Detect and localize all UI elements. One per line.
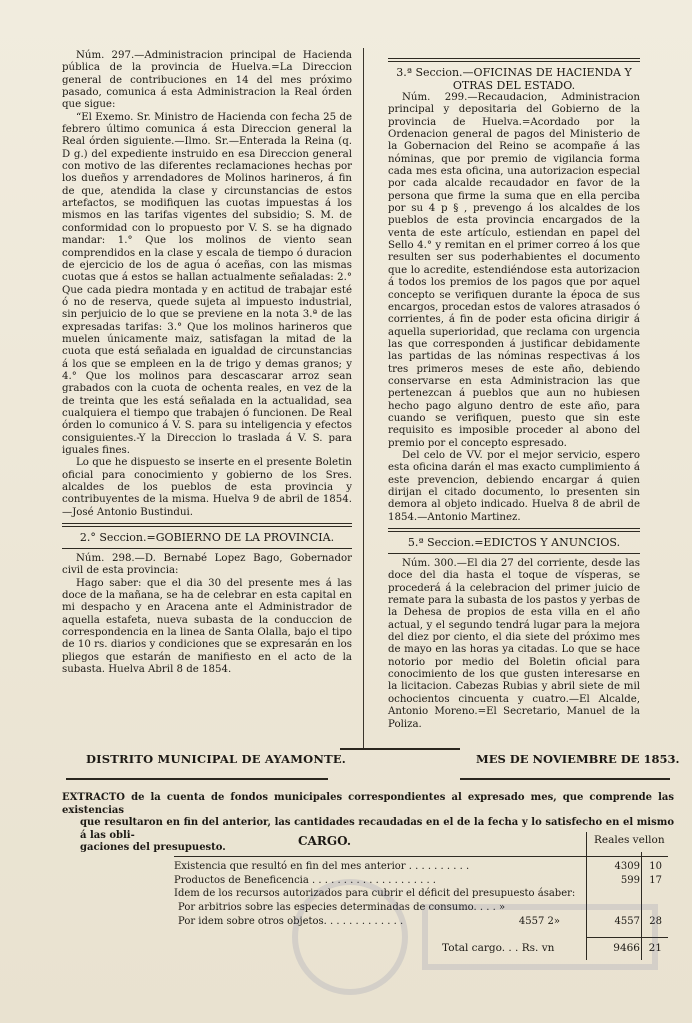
notice-300-body: Núm. 300.—El dia 27 del corriente, desde las doce del dia hasta el toque de vísperas, se procederá á la celebracion del primer juicio de remate para la subasta de los pastos y yerbas de la Dehesa de propios de esta villa en el año actual, y el segundo tendrá lugar para la mejora del diez por ciento, el dia siete del próximo mes de mayo en las horas ya citadas. Lo que se hace notorio por medio del Boletin oficial para conocimiento de los que gusten interesarse en la licitacion. Cabezas Rubias y abril siete de mil ochocientos cincuenta y cuatro.—El Alcalde, Antonio Moreno.=El Secretario, Manuel de la Poliza. bbox=[388, 558, 640, 730]
watermark-seal-icon bbox=[290, 852, 670, 1022]
ledger-cents: 17 bbox=[649, 874, 662, 886]
section-divider bbox=[388, 528, 640, 532]
column-divider bbox=[363, 48, 364, 748]
right-column bbox=[388, 58, 640, 731]
ledger-concept: Existencia que resultó en fin del mes anterior . . . . . . . . . . bbox=[174, 861, 470, 872]
ledger-cents: 10 bbox=[649, 861, 662, 872]
left-column bbox=[62, 50, 352, 677]
notice-298-body: Hago saber: que el dia 30 del presente mes á las doce de la mañana, se ha de celebrar en esta capital en mi despacho y en Aracena ante el Administrador de aquella estafeta, nueva subasta de la conduccion de correspondencia en la linea de Santa Olalla, bajo el tipo de 10 rs. diarios y condiciones que se expresarán en los pliegos que estarán de manifiesto en el acto de la subasta. Huelva Abril 8 de 1854. bbox=[62, 577, 352, 676]
ledger-concept: Por idem sobre otros objetos. . . . . . . . . . . . . bbox=[178, 915, 404, 927]
ledger-subamount: 4557 2» bbox=[518, 915, 560, 927]
notice-298-header: Núm. 298.—D. Bernabé Lopez Bago, Gobernador civil de esta provincia: bbox=[62, 553, 352, 577]
ledger-amount: 599 bbox=[620, 874, 640, 886]
header-rule bbox=[340, 748, 460, 750]
section-divider bbox=[62, 523, 352, 527]
section-5-heading: 5.ª Seccion.=EDICTOS Y ANUNCIOS. bbox=[407, 536, 621, 550]
notice-297-closing: Lo que he dispuesto se inserte en el presente Boletin oficial para conocimiento y gobierno de los Sres. alcaldes de los pueblos de esta provincia y contribuyentes de la misma. Huelva 9 de abril de 1854.—José Antonio Bustindui. bbox=[62, 457, 352, 518]
section-divider bbox=[388, 58, 640, 62]
ledger-concept: Por arbitrios sobre las especies determinadas de consumo. . . . » bbox=[178, 902, 506, 914]
ledger-cents: 28 bbox=[649, 915, 662, 927]
section-divider bbox=[62, 548, 352, 549]
ledger-amount: 4309 bbox=[614, 861, 640, 872]
section-2-heading: 2.° Seccion.=GOBIERNO DE LA PROVINCIA. bbox=[79, 531, 335, 545]
total-amount: 9466 bbox=[613, 942, 640, 954]
notice-297-body: “El Exemo. Sr. Ministro de Hacienda con fecha 25 de febrero último comunica á esta Direccion general la Real órden siguiente.—Ilmo. Sr.—Enterada la Reina (q. D g.) del expediente instruido en esa Direccion general con motivo de las diferentes reclamaciones hechas por los dueños y arrendadores de Molinos harineros, á fin de que, atendida la clase y circunstancias de estos artefactos, se modifiquen las cuotas impuestas á los mismos en las tarifas vigentes del subsidio; S. M. de conformidad con lo propuesto por V. S. se ha dignado mandar: 1.° Que los molinos de viento sean comprendidos en la clase y escala de tiempo ó duracion de ejercicio de los de agua ó aceñas, con las mismas cuotas que á estos se hallan actualmente señaladas: 2.° Que cada piedra montada y en actitud de trabajar esté ó no de reserva, quede sujeta al impuesto industrial, sin perjuicio de lo que se previene en la nota 3.ª de las expresadas tarifas: 3.° Que los molinos harineros que muelen únicamente maiz, satisfagan la mitad de la cuota que está señalada en igualdad de circunstancias á los que se empleen en la de trigo y demas granos; y 4.° Que los molinos para descascarar arroz sean grabados con la cuota de ochenta reales, en vez de la de treinta que les está señalada en la actualidad, sea cualquiera el tiempo que trabajen ó funcionen. De Real órden lo comunico á V. S. para su inteligencia y efectos consiguientes.-Y la Direccion lo traslada á V. S. para iguales fines. bbox=[62, 111, 352, 456]
header-rule bbox=[460, 778, 670, 780]
notice-297-header: Núm. 297.—Administracion principal de Hacienda pública de la provincia de Huelva.=La Direccion general de contribuciones en 14 del mes próximo pasado, comunica á esta Administracion la Real órden que sigue: bbox=[62, 50, 352, 111]
notice-299-closing: Del celo de VV. por el mejor servicio, espero esta oficina darán el mas exacto cumplimiento á este prevencion, debiendo encargar á quien dirijan el citado documento, lo presenten sin demora al objeto indicado. Huelva 8 de abril de 1854.—Antonio Martinez. bbox=[388, 449, 640, 523]
reales-header: Reales vellon bbox=[594, 834, 665, 846]
header-rule bbox=[66, 778, 328, 780]
ledger-concept: Idem de los recursos autorizados para cubrir el déficit del presupuesto ásaber: bbox=[174, 888, 576, 900]
notice-299-body: Núm. 299.—Recaudacion, Administracion principal y depositaria del Gobierno de la provincia de Huelva.=Acordado por la Ordenacion general de pagos del Ministerio de la Gobernacion del Reino se acompañe á las nóminas, que por premio de vigilancia forma cada mes esta oficina, una autorizacion especial por cada alcalde recaudador en favor de la persona que firme la suma que en ella perciba por su 4 p § , prevengo á los alcaldes de los pueblos de esta provincia encargados de la venta de este artículo, estiendan en papel del Sello 4.° y remitan en el primer correo á los que resulten ser sus poderhabientes el documento que lo acredite, estendiéndose esta autorizacion á todos los premios de los pagos que por aquel concepto se verifiquen durante la época de sus encargos, procedan estos de valores atrasados ó corrientes, á fin de poder esta oficina dirigir á aquella superioridad, que reclama con urgencia las que corresponden á justificar debidamente las partidas de las nóminas respectivas á los tres primeros meses de este año, debiendo conservarse en esta Administracion las que pertenezcan á pueblos que aun no hubiesen hecho pago alguno dentro de este año, para cuando se verifiquen, puesto que sin este requisito es imposible proceder al abono del premio por el concepto espresado. bbox=[388, 92, 640, 449]
total-label: Total cargo. . . Rs. vn bbox=[442, 942, 555, 954]
ledger-amount: 4557 bbox=[614, 915, 640, 927]
cargo-title: CARGO. bbox=[298, 834, 352, 848]
account-summary bbox=[62, 792, 674, 855]
ledger-concept: Productos de Beneficencia . . . . . . . . . . . . . . . . . . . . bbox=[174, 874, 436, 886]
month-heading: MES DE NOVIEMBRE DE 1853. bbox=[476, 752, 680, 766]
summary-line: que resultaron en fin del anterior, las cantidades recaudadas en el de la fecha y lo satisfecho en el mismo á las obli- bbox=[80, 817, 674, 841]
total-cents: 21 bbox=[648, 942, 662, 954]
summary-line: EXTRACTO de la cuenta de fondos municipales correspondientes al expresado mes, que comprende las existencias bbox=[62, 792, 674, 816]
section-3-heading: 3.ª Seccion.—OFICINAS DE HACIENDA Y OTRAS DEL ESTADO. bbox=[396, 66, 632, 92]
summary-line: gaciones del presupuesto. bbox=[80, 842, 226, 853]
district-heading: DISTRITO MUNICIPAL DE AYAMONTE. bbox=[86, 752, 347, 766]
section-divider bbox=[388, 553, 640, 554]
